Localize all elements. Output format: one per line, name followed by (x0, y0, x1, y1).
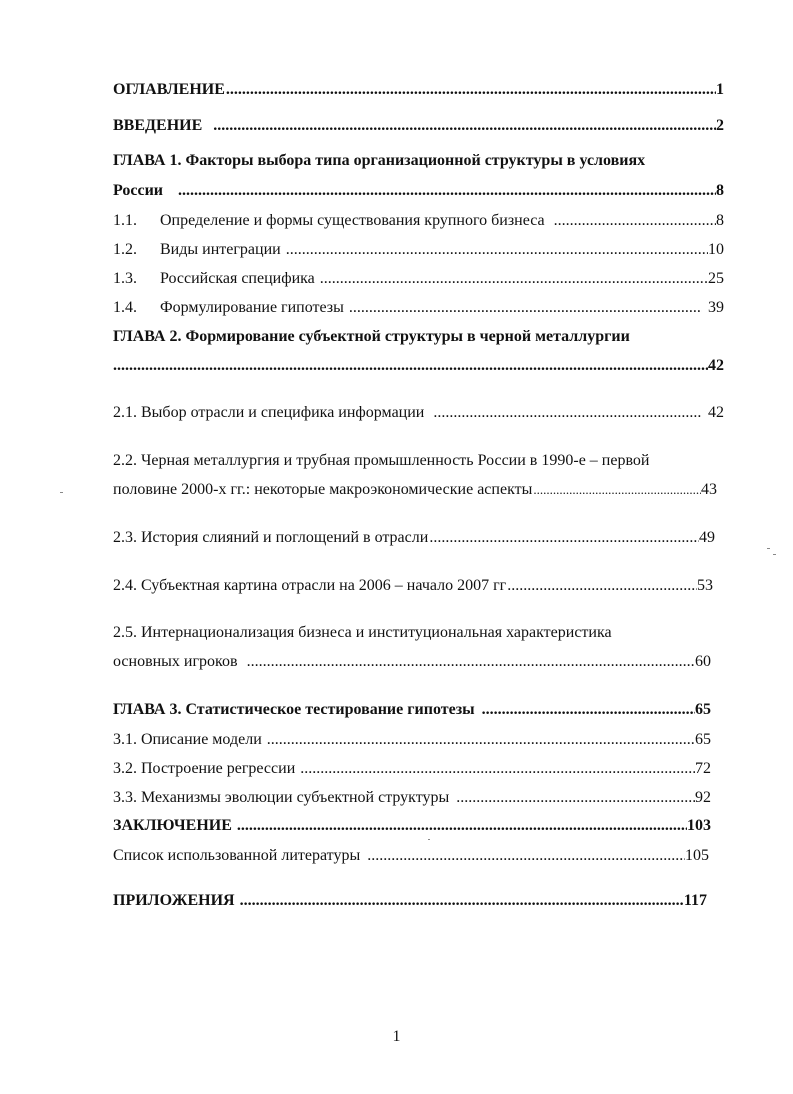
toc-entry-page: 1 (716, 81, 724, 98)
dot-leader (506, 576, 697, 596)
toc-entry-page: 65 (695, 731, 711, 748)
toc-entry-title: 2.2. Черная металлургия и трубная промышленность России в 1990-е – первой (113, 452, 650, 469)
dot-leader (177, 181, 716, 201)
toc-section-1-4 (113, 298, 724, 318)
toc-entry-title: ОГЛАВЛЕНИЕ (113, 81, 225, 98)
toc-section-1-2 (113, 240, 724, 260)
toc-section-1-3 (113, 269, 724, 289)
dot-leader (212, 116, 716, 136)
toc-entry-page: 103 (687, 817, 711, 834)
dot-leader (532, 480, 701, 500)
toc-entry-title: 3.1. Описание модели (113, 731, 262, 748)
toc-entry-page: 53 (697, 577, 713, 594)
dot-leader (481, 700, 695, 720)
toc-entry-page: 43 (701, 481, 717, 498)
toc-entry-title: ЗАКЛЮЧЕНИЕ (113, 817, 232, 834)
dot-leader (113, 356, 708, 376)
toc-section-2-5-line1 (113, 623, 724, 643)
scan-speck (60, 492, 63, 493)
toc-entry-title: 2.5. Интернационализация бизнеса и институциональная характеристика (113, 624, 612, 641)
toc-section-number: 1.2. (113, 241, 137, 258)
toc-entry-chapter-2 (113, 356, 724, 376)
toc-entry-page: 42 (708, 357, 724, 374)
toc-section-2-5 (113, 652, 711, 672)
toc-entry-page: 72 (695, 760, 711, 777)
toc-entry-page: 42 (708, 404, 724, 421)
toc-entry-title: 2.1. Выбор отрасли и специфика информации (113, 404, 425, 421)
toc-entry-chapter-1 (113, 181, 724, 201)
toc-section-3-3 (113, 788, 711, 808)
toc-section-2-1 (113, 403, 724, 423)
toc-chapter-2-title (113, 327, 724, 347)
toc-section-2-3 (113, 528, 715, 548)
toc-entry-page: 117 (683, 892, 707, 909)
toc-section-2-2-line1 (113, 451, 724, 471)
toc-entry-title: основных игроков (113, 653, 238, 670)
toc-entry-title: ПРИЛОЖЕНИЯ (113, 892, 235, 909)
dot-leader (348, 298, 702, 318)
toc-entry-oglavlenie (113, 80, 724, 100)
dot-leader (239, 891, 684, 911)
dot-leader (236, 816, 687, 836)
dot-leader (246, 652, 695, 672)
toc-entry-vvedenie (113, 116, 724, 136)
toc-entry-title: ГЛАВА 2. Формирование субъектной структуры в черной металлургии (113, 328, 630, 345)
toc-entry-chapter-3 (113, 700, 711, 720)
toc-section-2-4 (113, 576, 713, 596)
scan-speck (773, 554, 776, 555)
toc-entry-page: 10 (708, 241, 724, 258)
toc-section-1-1 (113, 211, 724, 231)
toc-entry-page: 8 (716, 212, 724, 229)
dot-leader (285, 240, 708, 260)
toc-entry-title: Формулирование гипотезы (160, 299, 344, 316)
dot-leader (366, 846, 685, 866)
toc-entry-page: 2 (716, 117, 724, 134)
scan-speck (428, 839, 430, 840)
toc-entry-pril (113, 891, 707, 911)
toc-section-3-1 (113, 730, 711, 750)
toc-entry-page: 92 (695, 789, 711, 806)
toc-entry-title: ГЛАВА 1. Факторы выбора типа организационной структуры в условиях (113, 152, 646, 169)
toc-section-number: 1.3. (113, 270, 137, 287)
toc-entry-title: Виды интеграции (160, 241, 281, 258)
toc-entry-title: России (113, 182, 164, 199)
toc-entry-title: 2.3. История слияний и поглощений в отрасли (113, 529, 429, 546)
page-number: 1 (392, 1028, 401, 1045)
toc-entry-title: 3.2. Построение регрессии (113, 760, 296, 777)
toc-entry-page: 39 (708, 299, 724, 316)
toc-entry-title: 3.3. Механизмы эволюции субъектной структуры (113, 789, 450, 806)
dot-leader (432, 403, 702, 423)
toc-entry-title: Список использованной литературы (113, 847, 361, 864)
dot-leader (299, 759, 695, 779)
dot-leader (553, 211, 716, 231)
toc-entry-zakl (113, 816, 711, 836)
toc-entry-page: 65 (695, 701, 711, 718)
toc-entry-title: ВВЕДЕНИЕ (113, 117, 203, 134)
dot-leader (319, 269, 704, 289)
dot-leader (225, 80, 716, 100)
toc-entry-page: .25 (704, 270, 724, 287)
toc-entry-title: Определение и формы существования крупного бизнеса (160, 212, 545, 229)
toc-section-number: 1.1. (113, 212, 137, 229)
toc-entry-title: Российская специфика (160, 270, 315, 287)
toc-entry-title: 2.4. Субъектная картина отрасли на 2006 – начало 2007 гг (113, 577, 507, 594)
dot-leader (428, 528, 699, 548)
toc-entry-title: ГЛАВА 3. Статистическое тестирование гипотезы (113, 701, 475, 718)
toc-entry-title: половине 2000-х гг.: некоторые макроэкономические аспекты (113, 481, 533, 498)
scan-speck (767, 548, 770, 549)
toc-section-2-2 (113, 480, 717, 500)
toc-entry-literature (113, 846, 709, 866)
toc-section-number: 1.4. (113, 299, 137, 316)
toc-entry-page: 105 (685, 847, 709, 864)
toc-entry-page: 49 (699, 529, 715, 546)
dot-leader (266, 730, 695, 750)
toc-chapter-1-title (113, 151, 724, 171)
toc-entry-page: 60 (695, 653, 711, 670)
toc-section-3-2 (113, 759, 711, 779)
toc-entry-page: 8 (716, 182, 724, 199)
dot-leader (455, 788, 695, 808)
